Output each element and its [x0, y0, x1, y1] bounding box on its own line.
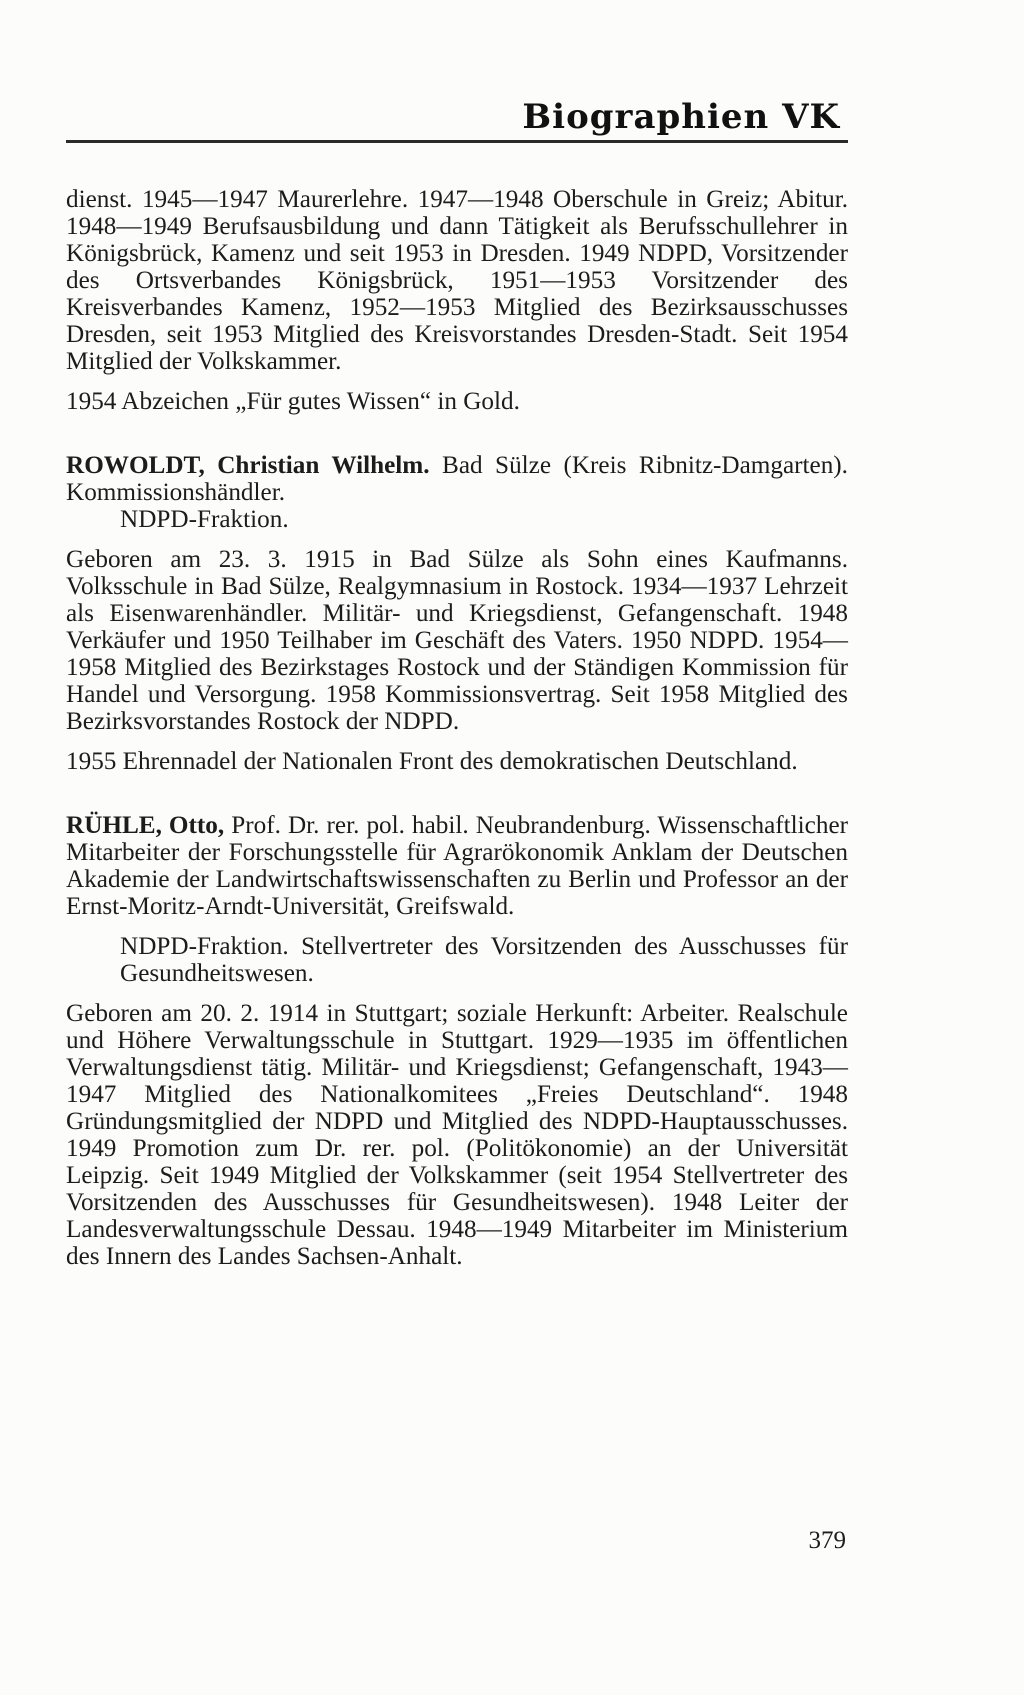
entry-name: ROWOLDT, Christian Wilhelm. [66, 452, 430, 479]
entry-intro: Prof. Dr. rer. pol. habil. Neubrandenburg. Wissenschaftlicher Mitarbeiter der Forschungsstelle für Agrarökonomik Anklam der Deutschen Akademie der Landwirtschaftswissenschaften zu Berlin und Professor an der Ernst-Moritz-Arndt-Universität, Greifswald. [66, 812, 849, 920]
running-header-title: Biographien VK [522, 97, 840, 137]
entry-heading [66, 452, 848, 506]
entry-bio: Geboren am 20. 2. 1914 in Stuttgart; soziale Herkunft: Arbeiter. Realschule und Höhere Verwaltungsschule in Stuttgart. 1929—1935 im öffentlichen Verwaltungsdienst tätig. Militär- und Kriegsdienst; Gefangenschaft, 1943—1947 Mitglied des Nationalkomitees „Freies Deutschland“. 1948 Gründungsmitglied der NDPD und Mitglied des NDPD-Hauptausschusses. 1949 Promotion zum Dr. rer. pol. (Politökonomie) an der Universität Leipzig. Seit 1949 Mitglied der Volkskammer (seit 1954 Stellvertreter des Vorsitzenden des Ausschusses für Gesundheitswesen). 1948 Leiter der Landesverwaltungsschule Dessau. 1948—1949 Mitarbeiter im Ministerium des Innern des Landes Sachsen-Anhalt. [66, 1000, 848, 1270]
continued-paragraph: dienst. 1945—1947 Maurerlehre. 1947—1948 Oberschule in Greiz; Abitur. 1948—1949 Berufsausbildung und dann Tätigkeit als Berufsschullehrer in Königsbrück, Kamenz und seit 1953 in Dresden. 1949 NDPD, Vorsitzender des Ortsverbandes Königsbrück, 1951—1953 Vorsitzender des Kreisverbandes Kamenz, 1952—1953 Mitglied des Bezirksausschusses Dresden, seit 1953 Mitglied des Kreisvorstandes Dresden-Stadt. Seit 1954 Mitglied der Volkskammer. [66, 186, 848, 375]
entry-heading [66, 812, 848, 920]
header-rule [66, 140, 848, 143]
entry-bio: Geboren am 23. 3. 1915 in Bad Sülze als Sohn eines Kaufmanns. Volksschule in Bad Sülze, Realgymnasium in Rostock. 1934—1937 Lehrzeit als Eisenwarenhändler. Militär- und Kriegsdienst, Gefangenschaft. 1948 Verkäufer und 1950 Teilhaber im Geschäft des Vaters. 1950 NDPD. 1954—1958 Mitglied des Bezirkstages Rostock und der Ständigen Kommission für Handel und Versorgung. 1958 Kommissionsvertrag. Seit 1958 Mitglied des Bezirksvorstandes Rostock der NDPD. [66, 546, 848, 735]
page-body [66, 186, 848, 1270]
running-header [66, 97, 848, 143]
entry-faction: NDPD-Fraktion. [120, 506, 289, 533]
page-number: 379 [808, 1527, 846, 1554]
entry-intro: Bad Sülze (Kreis Ribnitz-Damgarten). Kommissionshändler. [66, 452, 848, 506]
biography-entry-ruehle [66, 812, 848, 1270]
award-paragraph: 1954 Abzeichen „Für gutes Wissen“ in Gold. [66, 388, 520, 415]
entry-faction: NDPD-Fraktion. Stellvertreter des Vorsitzenden des Ausschusses für Gesundheitswesen. [120, 933, 848, 987]
biography-entry-rowoldt [66, 452, 848, 775]
entry-name: RÜHLE, Otto, [66, 812, 225, 839]
entry-awards: 1955 Ehrennadel der Nationalen Front des demokratischen Deutschland. [66, 748, 798, 775]
